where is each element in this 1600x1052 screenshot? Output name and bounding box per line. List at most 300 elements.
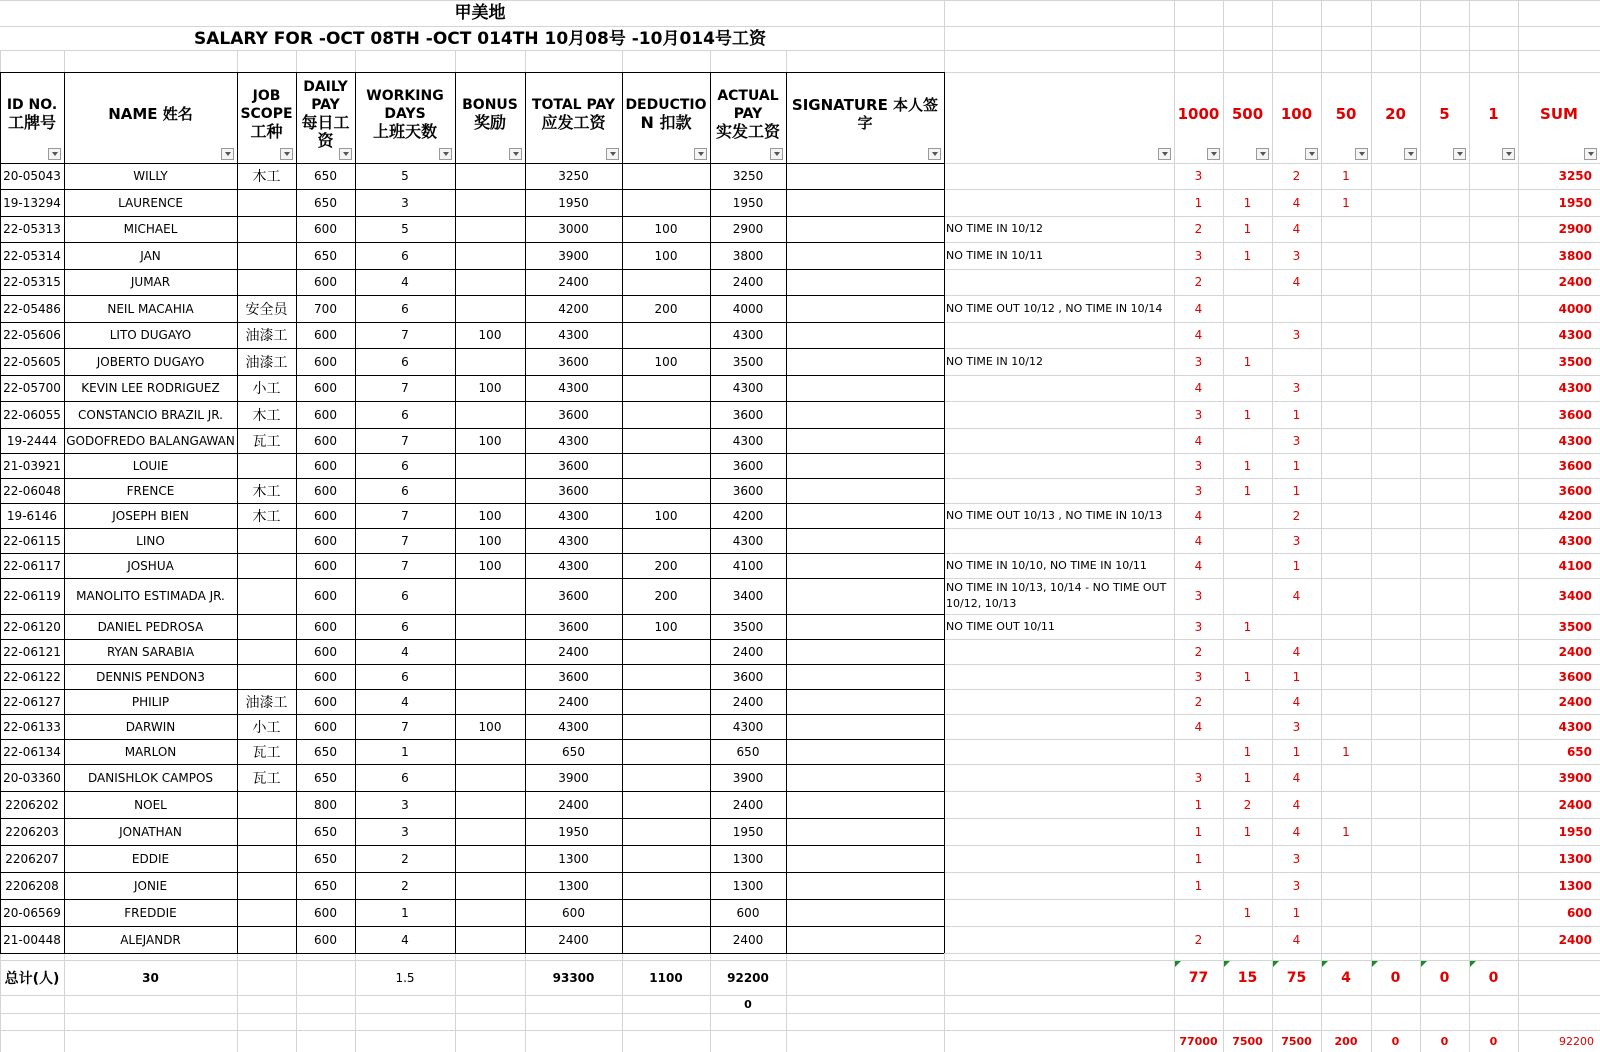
cell-denom-count[interactable]: 3 — [1292, 328, 1301, 342]
cell-denom-count[interactable]: 3 — [1194, 169, 1203, 183]
cell-denom-count[interactable] — [1469, 528, 1518, 553]
cell-denom-count[interactable] — [1420, 926, 1469, 953]
filter-dropdown-icon[interactable] — [1305, 148, 1318, 160]
cell-days[interactable]: 6 — [401, 354, 409, 369]
cell-name[interactable]: JONIE — [133, 878, 168, 893]
cell-sum[interactable]: 4100 — [1558, 558, 1592, 573]
cell-sum[interactable]: 3250 — [1558, 169, 1592, 183]
cell-denom-count[interactable] — [1371, 189, 1420, 216]
cell-denom-count[interactable]: 1 — [1243, 407, 1252, 422]
cell-daily[interactable]: 600 — [314, 589, 337, 603]
cell-signature[interactable] — [786, 401, 944, 428]
cell-note[interactable] — [944, 899, 1174, 926]
cell-signature[interactable] — [786, 791, 944, 818]
cell-denom-count[interactable]: 4 — [1194, 508, 1203, 523]
cell-name[interactable]: JUMAR — [130, 275, 171, 289]
cell-actual[interactable]: 1950 — [732, 824, 764, 839]
cell-actual[interactable]: 4300 — [732, 719, 764, 734]
cell-total[interactable]: 3000 — [558, 222, 589, 236]
cell-actual[interactable]: 1300 — [732, 851, 764, 866]
cell-signature[interactable] — [786, 375, 944, 401]
cell-denom-count[interactable] — [1420, 614, 1469, 639]
cell-id[interactable]: 22-05314 — [3, 248, 61, 263]
cell-sum[interactable]: 4300 — [1558, 381, 1592, 395]
cell-id[interactable]: 22-06121 — [3, 644, 61, 659]
cell-denom-count[interactable] — [1223, 322, 1272, 348]
cell-deduction[interactable]: 100 — [654, 248, 678, 263]
cell-signature[interactable] — [786, 503, 944, 528]
cell-denom-count[interactable] — [1420, 348, 1469, 375]
cell-actual[interactable]: 2400 — [732, 797, 764, 812]
filter-dropdown-icon[interactable] — [928, 148, 941, 160]
cell-daily[interactable]: 600 — [314, 719, 337, 734]
cell-name[interactable]: JONATHAN — [119, 824, 182, 839]
cell-denom-count[interactable] — [1223, 845, 1272, 872]
cell-total[interactable]: 4300 — [558, 328, 589, 342]
cell-total[interactable]: 4300 — [558, 508, 589, 523]
cell-denom-count[interactable]: 4 — [1292, 195, 1301, 210]
cell-daily[interactable]: 600 — [314, 644, 337, 659]
cell-days[interactable]: 6 — [401, 248, 409, 263]
cell-denom-count[interactable]: 2 — [1292, 169, 1301, 183]
cell-note[interactable] — [944, 689, 1174, 714]
cell-denom-count[interactable] — [1371, 872, 1420, 899]
cell-actual[interactable]: 2400 — [732, 644, 764, 659]
cell-total[interactable]: 3600 — [558, 619, 589, 634]
cell-denom-count[interactable]: 1 — [1292, 407, 1301, 422]
cell-deduction[interactable] — [622, 739, 710, 764]
cell-denom-count[interactable] — [1223, 269, 1272, 295]
cell-denom-count[interactable]: 4 — [1194, 328, 1203, 342]
cell-note[interactable] — [944, 664, 1174, 689]
cell-denom-count[interactable]: 3 — [1194, 354, 1203, 369]
cell-deduction[interactable] — [622, 189, 710, 216]
cell-name[interactable]: LINO — [136, 533, 165, 548]
cell-job[interactable] — [237, 242, 296, 269]
cell-days[interactable]: 1 — [401, 905, 409, 920]
cell-note[interactable] — [944, 269, 1174, 295]
cell-total[interactable]: 600 — [562, 905, 585, 920]
cell-days[interactable]: 6 — [401, 619, 409, 634]
cell-denom-count[interactable] — [1223, 578, 1272, 614]
cell-total[interactable]: 4200 — [558, 301, 589, 316]
cell-sum[interactable]: 3600 — [1558, 458, 1592, 473]
cell-denom-count[interactable] — [1321, 764, 1371, 791]
cell-denom-count[interactable] — [1420, 295, 1469, 322]
cell-denom-count[interactable]: 1 — [1243, 770, 1252, 785]
cell-denom-count[interactable] — [1321, 791, 1371, 818]
cell-deduction[interactable] — [622, 528, 710, 553]
cell-sum[interactable]: 3600 — [1558, 669, 1592, 684]
cell-actual[interactable]: 2900 — [732, 222, 764, 236]
cell-denom-count[interactable] — [1420, 764, 1469, 791]
cell-actual[interactable]: 1950 — [732, 195, 764, 210]
cell-id[interactable]: 20-05043 — [3, 169, 61, 183]
cell-name[interactable]: PHILIP — [131, 694, 170, 709]
cell-id[interactable]: 21-00448 — [3, 932, 61, 947]
cell-denom-count[interactable] — [1223, 503, 1272, 528]
cell-days[interactable]: 6 — [401, 770, 409, 785]
cell-id[interactable]: 20-06569 — [3, 905, 61, 920]
cell-denom-count[interactable]: 4 — [1292, 824, 1301, 839]
cell-denom-count[interactable]: 1 — [1243, 483, 1252, 498]
cell-days[interactable]: 7 — [401, 328, 409, 342]
cell-denom-count[interactable] — [1420, 375, 1469, 401]
cell-denom-count[interactable] — [1321, 428, 1371, 453]
cell-denom-count[interactable]: 1 — [1194, 851, 1203, 866]
cell-days[interactable]: 6 — [401, 669, 409, 684]
filter-dropdown-icon[interactable] — [48, 148, 61, 160]
cell-denom-count[interactable] — [1371, 453, 1420, 478]
cell-bonus[interactable] — [455, 845, 525, 872]
cell-daily[interactable]: 650 — [314, 744, 337, 759]
cell-sum[interactable]: 2400 — [1558, 644, 1592, 659]
cell-deduction[interactable] — [622, 764, 710, 791]
filter-dropdown-icon[interactable] — [1404, 148, 1417, 160]
cell-denom-count[interactable] — [1469, 322, 1518, 348]
cell-total[interactable]: 650 — [562, 744, 585, 759]
cell-denom-count[interactable]: 1 — [1243, 669, 1252, 684]
cell-denom-count[interactable]: 1 — [1194, 195, 1203, 210]
filter-dropdown-icon[interactable] — [509, 148, 522, 160]
cell-denom-count[interactable] — [1371, 269, 1420, 295]
cell-days[interactable]: 5 — [401, 222, 409, 236]
cell-denom-count[interactable]: 4 — [1194, 719, 1203, 734]
cell-days[interactable]: 7 — [401, 433, 409, 448]
cell-denom-count[interactable] — [1469, 791, 1518, 818]
cell-denom-count[interactable] — [1223, 639, 1272, 664]
cell-deduction[interactable] — [622, 899, 710, 926]
cell-denom-count[interactable] — [1371, 242, 1420, 269]
cell-actual[interactable]: 4100 — [732, 558, 764, 573]
cell-denom-count[interactable]: 4 — [1292, 694, 1301, 709]
cell-actual[interactable]: 3500 — [732, 619, 764, 634]
cell-denom-count[interactable] — [1371, 664, 1420, 689]
cell-denom-count[interactable] — [1420, 322, 1469, 348]
cell-denom-count[interactable] — [1469, 872, 1518, 899]
cell-sum[interactable]: 1300 — [1558, 851, 1592, 866]
cell-signature[interactable] — [786, 478, 944, 503]
cell-name[interactable]: DARWIN — [125, 719, 176, 734]
cell-signature[interactable] — [786, 163, 944, 189]
cell-daily[interactable]: 600 — [314, 354, 337, 369]
cell-denom-count[interactable]: 3 — [1292, 248, 1301, 263]
cell-job[interactable]: 小工 — [252, 381, 281, 397]
cell-total[interactable]: 1300 — [558, 878, 589, 893]
cell-days[interactable]: 3 — [401, 797, 409, 812]
cell-total[interactable]: 4300 — [558, 381, 589, 395]
cell-sum[interactable]: 4300 — [1558, 533, 1592, 548]
cell-signature[interactable] — [786, 689, 944, 714]
cell-job[interactable]: 油漆工 — [245, 694, 288, 711]
cell-actual[interactable]: 4300 — [732, 381, 764, 395]
cell-actual[interactable]: 1300 — [732, 878, 764, 893]
cell-id[interactable]: 22-05486 — [3, 301, 61, 316]
cell-actual[interactable]: 3900 — [732, 770, 764, 785]
cell-daily[interactable]: 650 — [314, 195, 337, 210]
cell-denom-count[interactable]: 1 — [1243, 744, 1252, 759]
cell-denom-count[interactable] — [1420, 503, 1469, 528]
cell-actual[interactable]: 4300 — [732, 328, 764, 342]
cell-bonus[interactable] — [455, 163, 525, 189]
cell-denom-count[interactable] — [1321, 664, 1371, 689]
cell-actual[interactable]: 4300 — [732, 533, 764, 548]
cell-bonus[interactable] — [455, 189, 525, 216]
cell-denom-count[interactable] — [1321, 578, 1371, 614]
cell-denom-count[interactable] — [1371, 578, 1420, 614]
cell-note[interactable] — [944, 739, 1174, 764]
cell-denom-count[interactable] — [1469, 269, 1518, 295]
cell-sum[interactable]: 1950 — [1558, 195, 1592, 210]
cell-denom-count[interactable]: 4 — [1292, 644, 1301, 659]
cell-denom-count[interactable]: 1 — [1243, 222, 1252, 236]
cell-daily[interactable]: 800 — [314, 797, 337, 812]
cell-denom-count[interactable] — [1371, 553, 1420, 578]
cell-bonus[interactable] — [455, 739, 525, 764]
cell-job[interactable] — [237, 791, 296, 818]
cell-name[interactable]: JOSHUA — [127, 558, 174, 573]
cell-signature[interactable] — [786, 614, 944, 639]
cell-total[interactable]: 3250 — [558, 169, 589, 183]
cell-days[interactable]: 6 — [401, 589, 409, 603]
cell-note[interactable] — [944, 478, 1174, 503]
cell-id[interactable]: 22-06120 — [3, 619, 61, 634]
cell-name[interactable]: KEVIN LEE RODRIGUEZ — [81, 381, 220, 395]
cell-deduction[interactable] — [622, 322, 710, 348]
cell-deduction[interactable] — [622, 926, 710, 953]
cell-denom-count[interactable] — [1469, 163, 1518, 189]
cell-signature[interactable] — [786, 428, 944, 453]
cell-sum[interactable]: 3400 — [1558, 589, 1592, 603]
cell-job[interactable] — [237, 216, 296, 242]
cell-denom-count[interactable] — [1321, 872, 1371, 899]
cell-note[interactable] — [944, 401, 1174, 428]
cell-denom-count[interactable]: 1 — [1243, 905, 1252, 920]
cell-denom-count[interactable] — [1371, 322, 1420, 348]
cell-denom-count[interactable] — [1371, 375, 1420, 401]
cell-note[interactable]: NO TIME OUT 10/13 , NO TIME IN 10/13 — [946, 508, 1163, 522]
cell-daily[interactable]: 650 — [314, 770, 337, 785]
cell-id[interactable]: 19-6146 — [6, 508, 58, 523]
cell-signature[interactable] — [786, 639, 944, 664]
cell-denom-count[interactable] — [1272, 295, 1321, 322]
cell-denom-count[interactable] — [1371, 689, 1420, 714]
cell-bonus[interactable] — [455, 639, 525, 664]
cell-deduction[interactable] — [622, 664, 710, 689]
cell-bonus[interactable] — [455, 899, 525, 926]
cell-id[interactable]: 2206208 — [5, 878, 59, 893]
cell-job[interactable] — [237, 899, 296, 926]
cell-sum[interactable]: 600 — [1566, 905, 1592, 920]
cell-signature[interactable] — [786, 739, 944, 764]
cell-denom-count[interactable] — [1321, 926, 1371, 953]
cell-actual[interactable]: 2400 — [732, 275, 764, 289]
filter-dropdown-icon[interactable] — [280, 148, 293, 160]
cell-denom-count[interactable] — [1371, 845, 1420, 872]
cell-denom-count[interactable]: 4 — [1292, 932, 1301, 947]
cell-job[interactable] — [237, 269, 296, 295]
cell-note[interactable] — [944, 791, 1174, 818]
cell-note[interactable] — [944, 375, 1174, 401]
cell-id[interactable]: 22-05605 — [3, 354, 61, 369]
cell-denom-count[interactable] — [1223, 528, 1272, 553]
cell-deduction[interactable] — [622, 845, 710, 872]
cell-deduction[interactable]: 100 — [654, 619, 678, 634]
cell-sum[interactable]: 3900 — [1558, 770, 1592, 785]
filter-dropdown-icon[interactable] — [1256, 148, 1269, 160]
cell-note[interactable] — [944, 189, 1174, 216]
cell-daily[interactable]: 600 — [314, 381, 337, 395]
cell-sum[interactable]: 4300 — [1558, 433, 1592, 448]
cell-bonus[interactable]: 100 — [478, 328, 502, 342]
cell-sum[interactable]: 2400 — [1558, 797, 1592, 812]
filter-dropdown-icon[interactable] — [1355, 148, 1368, 160]
cell-id[interactable]: 19-2444 — [6, 433, 58, 448]
cell-denom-count[interactable]: 3 — [1194, 407, 1203, 422]
cell-denom-count[interactable]: 3 — [1194, 248, 1203, 263]
cell-id[interactable]: 22-05313 — [3, 222, 61, 236]
cell-days[interactable]: 6 — [401, 407, 409, 422]
cell-denom-count[interactable] — [1321, 689, 1371, 714]
cell-denom-count[interactable] — [1420, 242, 1469, 269]
cell-denom-count[interactable] — [1321, 453, 1371, 478]
cell-denom-count[interactable] — [1371, 216, 1420, 242]
cell-denom-count[interactable] — [1223, 553, 1272, 578]
cell-denom-count[interactable] — [1223, 163, 1272, 189]
cell-signature[interactable] — [786, 899, 944, 926]
cell-denom-count[interactable]: 4 — [1194, 381, 1203, 395]
cell-note[interactable]: NO TIME OUT 10/11 — [946, 619, 1055, 633]
cell-days[interactable]: 4 — [401, 275, 409, 289]
cell-denom-count[interactable] — [1420, 163, 1469, 189]
cell-denom-count[interactable] — [1223, 689, 1272, 714]
cell-deduction[interactable] — [622, 818, 710, 845]
cell-sum[interactable]: 3500 — [1558, 354, 1592, 369]
filter-dropdown-icon[interactable] — [1453, 148, 1466, 160]
cell-note[interactable]: NO TIME OUT 10/12 , NO TIME IN 10/14 — [946, 301, 1163, 315]
cell-bonus[interactable] — [455, 242, 525, 269]
cell-bonus[interactable]: 100 — [478, 533, 502, 548]
cell-name[interactable]: NOEL — [134, 797, 167, 812]
cell-note[interactable]: NO TIME IN 10/12 — [946, 354, 1043, 368]
cell-signature[interactable] — [786, 818, 944, 845]
filter-dropdown-icon[interactable] — [439, 148, 452, 160]
cell-denom-count[interactable]: 2 — [1194, 694, 1203, 709]
cell-sum[interactable]: 4200 — [1558, 508, 1592, 523]
cell-denom-count[interactable]: 3 — [1292, 533, 1301, 548]
cell-denom-count[interactable] — [1174, 739, 1223, 764]
cell-signature[interactable] — [786, 764, 944, 791]
cell-denom-count[interactable]: 1 — [1292, 744, 1301, 759]
cell-signature[interactable] — [786, 926, 944, 953]
filter-dropdown-icon[interactable] — [770, 148, 783, 160]
cell-bonus[interactable] — [455, 872, 525, 899]
cell-denom-count[interactable]: 3 — [1292, 433, 1301, 448]
cell-denom-count[interactable] — [1469, 689, 1518, 714]
cell-denom-count[interactable]: 2 — [1194, 644, 1203, 659]
cell-denom-count[interactable] — [1469, 578, 1518, 614]
cell-bonus[interactable] — [455, 689, 525, 714]
cell-actual[interactable]: 2400 — [732, 694, 764, 709]
cell-denom-count[interactable] — [1321, 242, 1371, 269]
cell-bonus[interactable] — [455, 269, 525, 295]
cell-denom-count[interactable] — [1420, 269, 1469, 295]
cell-job[interactable]: 木工 — [252, 169, 281, 185]
cell-denom-count[interactable] — [1469, 189, 1518, 216]
cell-denom-count[interactable]: 1 — [1342, 744, 1350, 759]
cell-name[interactable]: JOBERTO DUGAYO — [96, 354, 205, 369]
cell-denom-count[interactable]: 1 — [1243, 195, 1252, 210]
cell-job[interactable]: 油漆工 — [245, 328, 288, 344]
cell-total[interactable]: 2400 — [558, 644, 589, 659]
cell-name[interactable]: JOSEPH BIEN — [112, 508, 189, 523]
cell-denom-count[interactable] — [1371, 348, 1420, 375]
cell-deduction[interactable] — [622, 428, 710, 453]
cell-id[interactable]: 22-05315 — [3, 275, 61, 289]
cell-denom-count[interactable] — [1321, 478, 1371, 503]
cell-actual[interactable]: 3600 — [732, 407, 764, 422]
cell-bonus[interactable] — [455, 216, 525, 242]
cell-actual[interactable]: 3250 — [732, 169, 764, 183]
cell-denom-count[interactable] — [1469, 818, 1518, 845]
cell-total[interactable]: 2400 — [558, 275, 589, 289]
cell-denom-count[interactable] — [1469, 375, 1518, 401]
cell-id[interactable]: 22-06055 — [3, 407, 61, 422]
cell-job[interactable] — [237, 578, 296, 614]
cell-actual[interactable]: 3800 — [732, 248, 764, 263]
cell-total[interactable]: 4300 — [558, 558, 589, 573]
cell-name[interactable]: LITO DUGAYO — [109, 328, 192, 342]
cell-denom-count[interactable] — [1420, 664, 1469, 689]
cell-signature[interactable] — [786, 453, 944, 478]
cell-job[interactable]: 瓦工 — [252, 744, 281, 761]
cell-job[interactable] — [237, 553, 296, 578]
cell-denom-count[interactable] — [1420, 189, 1469, 216]
cell-id[interactable]: 2206202 — [5, 797, 59, 812]
cell-sum[interactable]: 1950 — [1558, 824, 1592, 839]
cell-job[interactable] — [237, 872, 296, 899]
cell-denom-count[interactable] — [1469, 478, 1518, 503]
cell-daily[interactable]: 650 — [314, 824, 337, 839]
cell-name[interactable]: LAURENCE — [118, 195, 183, 210]
filter-dropdown-icon[interactable] — [694, 148, 707, 160]
cell-denom-count[interactable]: 3 — [1194, 458, 1203, 473]
cell-denom-count[interactable] — [1321, 348, 1371, 375]
cell-bonus[interactable]: 100 — [478, 508, 502, 523]
cell-actual[interactable]: 650 — [736, 744, 760, 759]
cell-denom-count[interactable] — [1420, 845, 1469, 872]
cell-signature[interactable] — [786, 664, 944, 689]
cell-deduction[interactable]: 100 — [654, 354, 678, 369]
cell-actual[interactable]: 2400 — [732, 932, 764, 947]
cell-denom-count[interactable]: 1 — [1292, 905, 1301, 920]
cell-bonus[interactable] — [455, 791, 525, 818]
cell-denom-count[interactable] — [1420, 401, 1469, 428]
cell-id[interactable]: 21-03921 — [3, 458, 61, 473]
cell-bonus[interactable] — [455, 295, 525, 322]
cell-id[interactable]: 2206203 — [5, 824, 59, 839]
cell-denom-count[interactable]: 1 — [1342, 169, 1350, 183]
cell-sum[interactable]: 3800 — [1558, 248, 1592, 263]
cell-sum[interactable]: 2900 — [1558, 222, 1592, 236]
cell-denom-count[interactable]: 4 — [1194, 433, 1203, 448]
cell-name[interactable]: NEIL MACAHIA — [107, 301, 194, 316]
cell-signature[interactable] — [786, 714, 944, 739]
cell-note[interactable] — [944, 322, 1174, 348]
cell-denom-count[interactable] — [1371, 478, 1420, 503]
cell-note[interactable]: NO TIME IN 10/11 — [946, 248, 1043, 262]
cell-denom-count[interactable] — [1371, 926, 1420, 953]
